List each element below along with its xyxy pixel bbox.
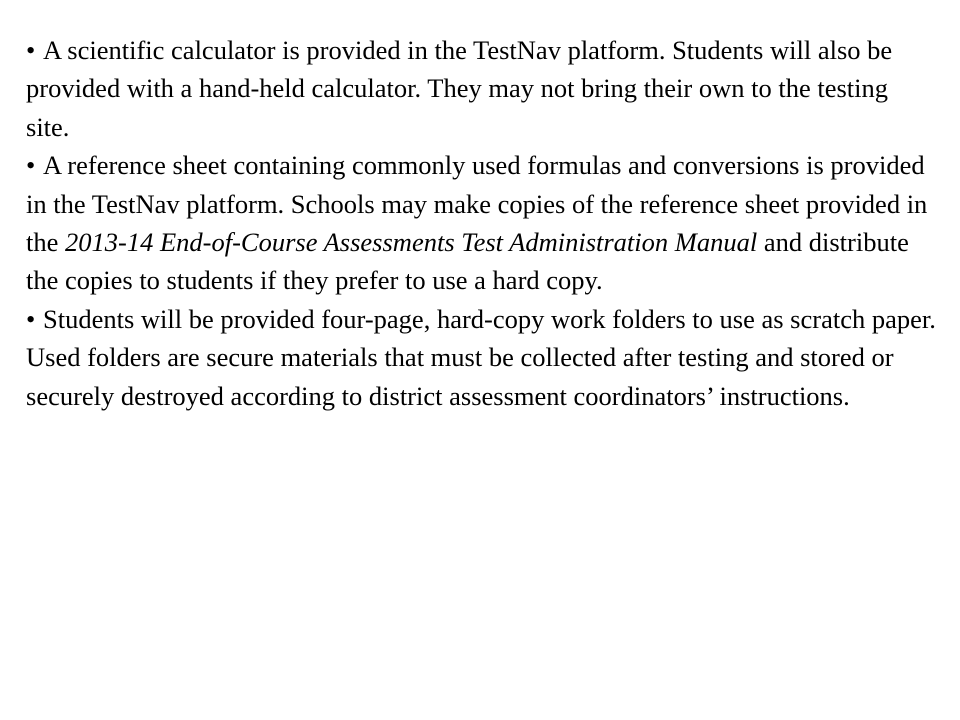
bullet-text-end: and distribute the copies to students if they prefer to use a hard copy. [26, 227, 909, 296]
bullet-work-folders [26, 300, 936, 415]
bullet-list [26, 31, 936, 415]
bullet-text-start: A reference sheet containing commonly used formulas and conversions is provided in the TestNav platform. Schools may make copies of the reference sheet provided in the [26, 150, 928, 258]
bullet-marker: • [26, 303, 36, 334]
bullet-calculator [26, 31, 936, 146]
bullet-text: A scientific calculator is provided in the TestNav platform. Students will also be provided with a hand-held calculator. They may not bring their own to the testing site. [26, 35, 893, 142]
bullet-text: Students will be provided four-page, hard-copy work folders to use as scratch paper. Used folders are secure materials that must be collected after testing and stored or securely destroyed according to district assessment coordinators’ instructions. [26, 303, 936, 411]
bullet-marker: • [26, 150, 36, 181]
manual-title: 2013-14 End-of-Course Assessments Test Administration Manual [65, 227, 758, 258]
bullet-marker: • [26, 35, 36, 65]
bullet-reference-sheet [26, 146, 936, 300]
